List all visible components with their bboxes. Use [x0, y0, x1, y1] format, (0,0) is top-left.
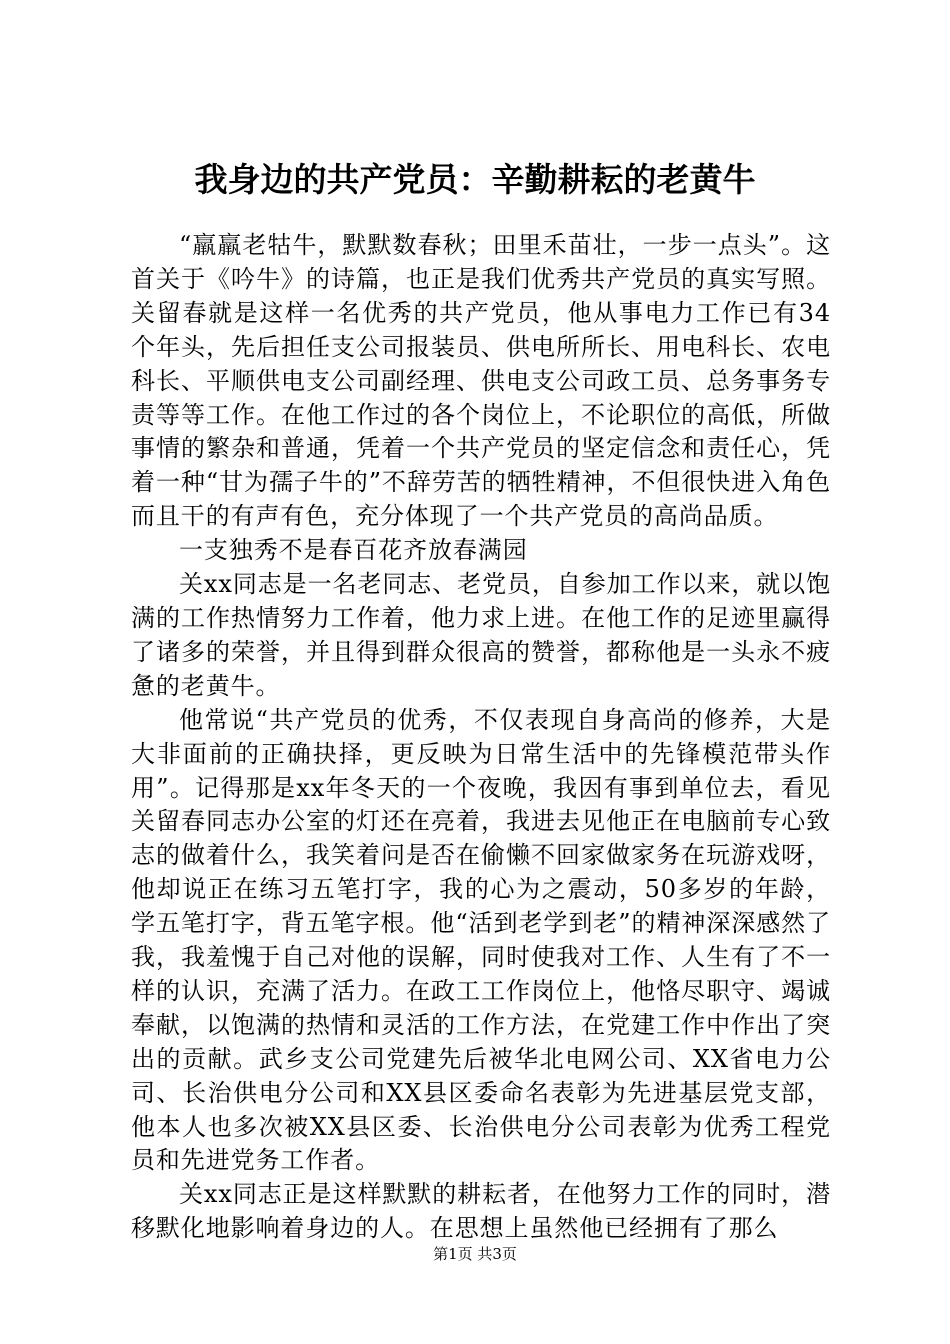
- document-body: [131, 229, 831, 1246]
- paragraph: 他常说“共产党员的优秀，不仅表现自身高尚的修养，大是大非面前的正确抉择，更反映为日常生活中的先锋模范带头作用”。记得那是xx年冬天的一个夜晚，我因有事到单位去，看见关留春同志办公室的灯还在亮着，我进去见他正在电脑前专心致志的做着什么，我笑着问是否在偷懒不回家做家务在玩游戏呀，他却说正在练习五笔打字，我的心为之震动，50多岁的年龄，学五笔打字，背五笔字根。他“活到老学到老”的精神深深感然了我，我羞愧于自己对他的误解，同时使我对工作、人生有了不一样的认识，充满了活力。在政工工作岗位上，他恪尽职守、竭诚奉献，以饱满的热情和灵活的工作方法，在党建工作中作出了突出的贡献。武乡支公司党建先后被华北电网公司、XX省电力公司、长治供电分公司和XX县区委命名表彰为先进基层党支部，他本人也多次被XX县区委、长治供电分公司表彰为优秀工程党员和先进党务工作者。: [131, 705, 831, 1175]
- page-number-footer: 第1页 共3页: [433, 1245, 517, 1263]
- document-title: 我身边的共产党员：辛勤耕耘的老黄牛: [194, 160, 756, 199]
- paragraph: “羸羸老牯牛，默默数春秋；田里禾苗壮，一步一点头”。这首关于《吟牛》的诗篇，也正是我们优秀共产党员的真实写照。关留春就是这样一名优秀的共产党员，他从事电力工作已有34个年头，先后担任支公司报装员、供电所所长、用电科长、农电科长、平顺供电支公司副经理、供电支公司政工员、总务事务专责等等工作。在他工作过的各个岗位上，不论职位的高低，所做事情的繁杂和普通，凭着一个共产党员的坚定信念和责任心，凭着一种“甘为孺子牛的”不辞劳苦的牺牲精神，不但很快进入角色而且干的有声有色，充分体现了一个共产党员的高尚品质。: [131, 231, 831, 531]
- paragraph: 关xx同志正是这样默默的耕耘者，在他努力工作的同时，潜移默化地影响着身边的人。在思想上虽然他已经拥有了那么: [131, 1180, 831, 1243]
- section-heading: 一支独秀不是春百花齐放春满园: [179, 536, 528, 565]
- paragraph: 关xx同志是一名老同志、老党员，自参加工作以来，就以饱满的工作热情努力工作着，他力求上进。在他工作的足迹里赢得了诸多的荣誉，并且得到群众很高的赞誉，都称他是一头永不疲惫的老黄牛。: [131, 570, 831, 700]
